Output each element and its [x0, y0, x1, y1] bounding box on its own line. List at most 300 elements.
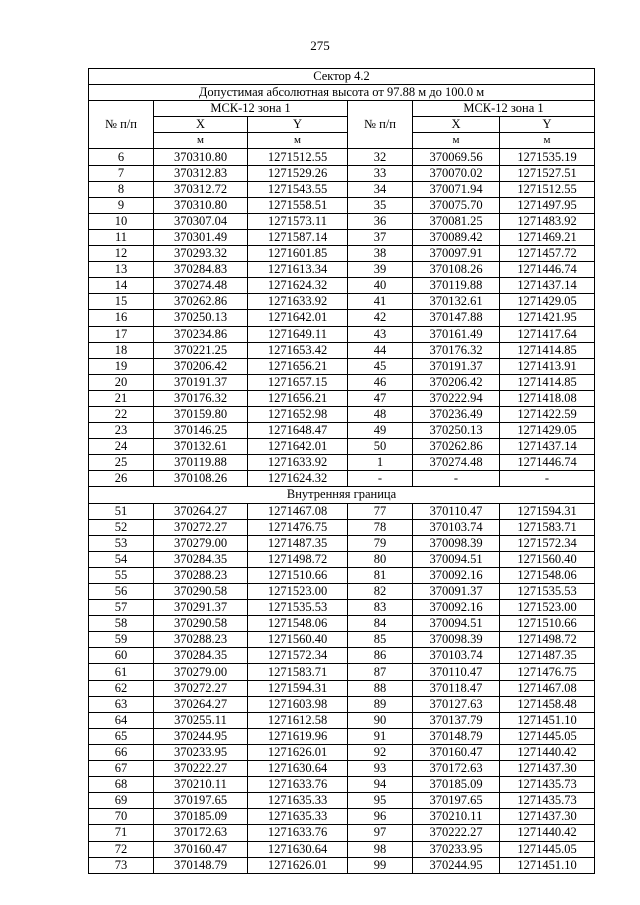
table-row — [89, 342, 595, 358]
y-right: 1271457.72 — [500, 246, 595, 262]
table-row — [89, 262, 595, 278]
point-num-right: 40 — [348, 278, 413, 294]
point-num-left: 70 — [89, 809, 154, 825]
x-left: 370262.86 — [154, 294, 248, 310]
x-right: 370160.47 — [413, 744, 500, 760]
y-left: 1271635.33 — [248, 793, 348, 809]
sector-title: Сектор 4.2 — [89, 69, 595, 85]
y-right: 1271527.51 — [500, 165, 595, 181]
y-right: 1271451.10 — [500, 857, 595, 873]
header-system-left: МСК-12 зона 1 — [154, 101, 348, 117]
x-left: 370284.35 — [154, 648, 248, 664]
point-num-left: 58 — [89, 616, 154, 632]
x-left: 370288.23 — [154, 567, 248, 583]
unit-y-left: м — [248, 133, 348, 149]
point-num-right: 50 — [348, 439, 413, 455]
point-num-right: 43 — [348, 326, 413, 342]
y-left: 1271635.33 — [248, 809, 348, 825]
x-left: 370290.58 — [154, 584, 248, 600]
x-right: 370222.94 — [413, 390, 500, 406]
x-left: 370176.32 — [154, 390, 248, 406]
table-row — [89, 439, 595, 455]
table-row — [89, 423, 595, 439]
table-row — [89, 406, 595, 422]
height-caption: Допустимая абсолютная высота от 97.88 м до 100.0 м — [89, 85, 595, 101]
x-left: 370307.04 — [154, 213, 248, 229]
table-row — [89, 777, 595, 793]
point-num-right: 38 — [348, 246, 413, 262]
point-num-left: 12 — [89, 246, 154, 262]
y-left: 1271657.15 — [248, 374, 348, 390]
x-left: 370274.48 — [154, 278, 248, 294]
y-left: 1271649.11 — [248, 326, 348, 342]
y-right: 1271497.95 — [500, 197, 595, 213]
point-num-left: 25 — [89, 455, 154, 471]
point-num-left: 7 — [89, 165, 154, 181]
x-left: 370244.95 — [154, 728, 248, 744]
y-left: 1271633.92 — [248, 294, 348, 310]
table-row — [89, 181, 595, 197]
x-right: 370071.94 — [413, 181, 500, 197]
x-right: 370274.48 — [413, 455, 500, 471]
table-row — [89, 455, 595, 471]
point-num-left: 18 — [89, 342, 154, 358]
unit-x-left: м — [154, 133, 248, 149]
point-num-right: 36 — [348, 213, 413, 229]
point-num-right: 39 — [348, 262, 413, 278]
point-num-left: 66 — [89, 744, 154, 760]
y-right: 1271414.85 — [500, 374, 595, 390]
x-left: 370264.27 — [154, 503, 248, 519]
point-num-left: 22 — [89, 406, 154, 422]
y-left: 1271573.11 — [248, 213, 348, 229]
x-right: 370098.39 — [413, 632, 500, 648]
header-system-right: МСК-12 зона 1 — [413, 101, 595, 117]
y-left: 1271624.32 — [248, 278, 348, 294]
y-right: 1271446.74 — [500, 262, 595, 278]
coordinates-table — [88, 68, 595, 874]
y-right: 1271512.55 — [500, 181, 595, 197]
y-left: 1271512.55 — [248, 149, 348, 165]
table-row — [89, 712, 595, 728]
point-num-right: 35 — [348, 197, 413, 213]
y-right: 1271487.35 — [500, 648, 595, 664]
y-right: 1271440.42 — [500, 744, 595, 760]
point-num-right: 80 — [348, 551, 413, 567]
point-num-right: 81 — [348, 567, 413, 583]
x-left: 370310.80 — [154, 149, 248, 165]
y-left: 1271535.53 — [248, 600, 348, 616]
point-num-right: 93 — [348, 761, 413, 777]
point-num-right: 87 — [348, 664, 413, 680]
point-num-right: 84 — [348, 616, 413, 632]
x-right: 370103.74 — [413, 519, 500, 535]
x-right: 370081.25 — [413, 213, 500, 229]
inner-boundary-label: Внутренняя граница — [89, 487, 595, 503]
y-left: 1271587.14 — [248, 229, 348, 245]
x-right: 370118.47 — [413, 680, 500, 696]
x-right: 370236.49 — [413, 406, 500, 422]
x-right: 370127.63 — [413, 696, 500, 712]
sector-title-row — [89, 69, 595, 85]
table-row — [89, 165, 595, 181]
y-left: 1271498.72 — [248, 551, 348, 567]
x-right: 370092.16 — [413, 600, 500, 616]
point-num-left: 26 — [89, 471, 154, 487]
table-row — [89, 326, 595, 342]
x-right: 370137.79 — [413, 712, 500, 728]
point-num-right: 94 — [348, 777, 413, 793]
y-left: 1271613.34 — [248, 262, 348, 278]
header-y-left: Y — [248, 117, 348, 133]
x-left: 370146.25 — [154, 423, 248, 439]
x-right: 370132.61 — [413, 294, 500, 310]
x-right: 370094.51 — [413, 551, 500, 567]
x-right: 370185.09 — [413, 777, 500, 793]
point-num-left: 17 — [89, 326, 154, 342]
y-right: 1271451.10 — [500, 712, 595, 728]
table-row — [89, 471, 595, 487]
point-num-right: 1 — [348, 455, 413, 471]
y-left: 1271548.06 — [248, 616, 348, 632]
y-left: 1271529.26 — [248, 165, 348, 181]
point-num-left: 61 — [89, 664, 154, 680]
point-num-left: 24 — [89, 439, 154, 455]
point-num-right: 49 — [348, 423, 413, 439]
x-left: 370250.13 — [154, 310, 248, 326]
y-right: 1271535.53 — [500, 584, 595, 600]
x-left: 370291.37 — [154, 600, 248, 616]
point-num-left: 51 — [89, 503, 154, 519]
unit-x-right: м — [413, 133, 500, 149]
y-right: 1271467.08 — [500, 680, 595, 696]
point-num-left: 64 — [89, 712, 154, 728]
x-right: 370070.02 — [413, 165, 500, 181]
y-left: 1271630.64 — [248, 841, 348, 857]
x-right: 370147.88 — [413, 310, 500, 326]
x-right: 370110.47 — [413, 664, 500, 680]
x-right: 370075.70 — [413, 197, 500, 213]
y-right: 1271446.74 — [500, 455, 595, 471]
x-left: 370312.83 — [154, 165, 248, 181]
point-num-left: 57 — [89, 600, 154, 616]
x-left: 370272.27 — [154, 680, 248, 696]
x-left: 370279.00 — [154, 535, 248, 551]
x-left: 370272.27 — [154, 519, 248, 535]
point-num-right: 45 — [348, 358, 413, 374]
point-num-right: 96 — [348, 809, 413, 825]
x-left: 370255.11 — [154, 712, 248, 728]
header-x-right: X — [413, 117, 500, 133]
table-row — [89, 648, 595, 664]
y-left: 1271633.92 — [248, 455, 348, 471]
table-row — [89, 809, 595, 825]
point-num-left: 67 — [89, 761, 154, 777]
point-num-left: 65 — [89, 728, 154, 744]
y-right: 1271594.31 — [500, 503, 595, 519]
table-row — [89, 841, 595, 857]
x-right: 370110.47 — [413, 503, 500, 519]
point-num-right: 42 — [348, 310, 413, 326]
table-row — [89, 680, 595, 696]
y-right: 1271414.85 — [500, 342, 595, 358]
x-right: 370148.79 — [413, 728, 500, 744]
point-num-right: 86 — [348, 648, 413, 664]
x-left: 370284.83 — [154, 262, 248, 278]
table-row — [89, 358, 595, 374]
y-right: 1271583.71 — [500, 519, 595, 535]
point-num-left: 55 — [89, 567, 154, 583]
table-row — [89, 551, 595, 567]
point-num-right: 33 — [348, 165, 413, 181]
point-num-right: 79 — [348, 535, 413, 551]
point-num-left: 21 — [89, 390, 154, 406]
y-right: 1271437.30 — [500, 761, 595, 777]
point-num-left: 60 — [89, 648, 154, 664]
point-num-left: 20 — [89, 374, 154, 390]
point-num-left: 54 — [89, 551, 154, 567]
y-right: 1271445.05 — [500, 841, 595, 857]
point-num-left: 15 — [89, 294, 154, 310]
y-left: 1271656.21 — [248, 390, 348, 406]
point-num-right: 98 — [348, 841, 413, 857]
point-num-right: 48 — [348, 406, 413, 422]
x-left: 370206.42 — [154, 358, 248, 374]
y-left: 1271603.98 — [248, 696, 348, 712]
y-right: 1271413.91 — [500, 358, 595, 374]
y-left: 1271560.40 — [248, 632, 348, 648]
point-num-right: 83 — [348, 600, 413, 616]
y-left: 1271642.01 — [248, 310, 348, 326]
y-right: 1271435.73 — [500, 777, 595, 793]
y-left: 1271543.55 — [248, 181, 348, 197]
point-num-right: 85 — [348, 632, 413, 648]
y-left: 1271487.35 — [248, 535, 348, 551]
y-left: 1271633.76 — [248, 825, 348, 841]
x-right: 370222.27 — [413, 825, 500, 841]
y-right: 1271458.48 — [500, 696, 595, 712]
y-left: 1271612.58 — [248, 712, 348, 728]
y-right: 1271437.14 — [500, 439, 595, 455]
x-left: 370293.32 — [154, 246, 248, 262]
x-right: 370210.11 — [413, 809, 500, 825]
x-right: 370244.95 — [413, 857, 500, 873]
x-left: 370264.27 — [154, 696, 248, 712]
x-right: 370097.91 — [413, 246, 500, 262]
y-right: 1271483.92 — [500, 213, 595, 229]
point-num-right: 44 — [348, 342, 413, 358]
table-row — [89, 567, 595, 583]
x-right: 370094.51 — [413, 616, 500, 632]
point-num-right: 37 — [348, 229, 413, 245]
y-right: 1271437.14 — [500, 278, 595, 294]
table-row — [89, 519, 595, 535]
table-row — [89, 632, 595, 648]
x-left: 370197.65 — [154, 793, 248, 809]
point-num-right: 91 — [348, 728, 413, 744]
x-left: 370301.49 — [154, 229, 248, 245]
y-right: 1271445.05 — [500, 728, 595, 744]
y-right: 1271422.59 — [500, 406, 595, 422]
table-row — [89, 390, 595, 406]
table-row — [89, 310, 595, 326]
x-left: 370222.27 — [154, 761, 248, 777]
point-num-left: 8 — [89, 181, 154, 197]
x-left: 370288.23 — [154, 632, 248, 648]
point-num-right: 90 — [348, 712, 413, 728]
point-num-right: 82 — [348, 584, 413, 600]
table-row — [89, 728, 595, 744]
point-num-left: 68 — [89, 777, 154, 793]
point-num-right: 78 — [348, 519, 413, 535]
y-right: 1271523.00 — [500, 600, 595, 616]
x-right: 370091.37 — [413, 584, 500, 600]
point-num-right: 92 — [348, 744, 413, 760]
y-right: - — [500, 471, 595, 487]
point-num-left: 6 — [89, 149, 154, 165]
header-row-units — [89, 133, 595, 149]
y-left: 1271630.64 — [248, 761, 348, 777]
y-left: 1271558.51 — [248, 197, 348, 213]
point-num-left: 16 — [89, 310, 154, 326]
x-right: 370233.95 — [413, 841, 500, 857]
y-right: 1271572.34 — [500, 535, 595, 551]
x-right: 370098.39 — [413, 535, 500, 551]
point-num-right: 41 — [348, 294, 413, 310]
x-right: 370092.16 — [413, 567, 500, 583]
x-right: 370191.37 — [413, 358, 500, 374]
y-left: 1271601.85 — [248, 246, 348, 262]
table-row — [89, 197, 595, 213]
x-left: 370210.11 — [154, 777, 248, 793]
x-left: 370279.00 — [154, 664, 248, 680]
x-right: 370172.63 — [413, 761, 500, 777]
y-right: 1271435.73 — [500, 793, 595, 809]
y-left: 1271624.32 — [248, 471, 348, 487]
x-left: 370185.09 — [154, 809, 248, 825]
y-left: 1271594.31 — [248, 680, 348, 696]
y-left: 1271656.21 — [248, 358, 348, 374]
table-row — [89, 149, 595, 165]
x-left: 370310.80 — [154, 197, 248, 213]
point-num-right: 99 — [348, 857, 413, 873]
x-right: 370206.42 — [413, 374, 500, 390]
y-right: 1271418.08 — [500, 390, 595, 406]
inner-boundary-row — [89, 487, 595, 503]
y-left: 1271476.75 — [248, 519, 348, 535]
x-right: 370161.49 — [413, 326, 500, 342]
header-num-right: № п/п — [348, 101, 413, 149]
point-num-left: 63 — [89, 696, 154, 712]
table-row — [89, 857, 595, 873]
point-num-left: 52 — [89, 519, 154, 535]
y-left: 1271510.66 — [248, 567, 348, 583]
table-row — [89, 246, 595, 262]
point-num-left: 9 — [89, 197, 154, 213]
y-right: 1271429.05 — [500, 294, 595, 310]
header-row-system — [89, 101, 595, 117]
point-num-right: 34 — [348, 181, 413, 197]
header-x-left: X — [154, 117, 248, 133]
table-row — [89, 664, 595, 680]
x-right: 370262.86 — [413, 439, 500, 455]
y-left: 1271652.98 — [248, 406, 348, 422]
y-left: 1271523.00 — [248, 584, 348, 600]
y-right: 1271440.42 — [500, 825, 595, 841]
x-right: 370197.65 — [413, 793, 500, 809]
x-left: 370160.47 — [154, 841, 248, 857]
x-left: 370284.35 — [154, 551, 248, 567]
y-left: 1271642.01 — [248, 439, 348, 455]
point-num-right: 46 — [348, 374, 413, 390]
point-num-left: 59 — [89, 632, 154, 648]
x-right: 370119.88 — [413, 278, 500, 294]
y-left: 1271572.34 — [248, 648, 348, 664]
y-right: 1271421.95 — [500, 310, 595, 326]
y-left: 1271626.01 — [248, 744, 348, 760]
y-left: 1271583.71 — [248, 664, 348, 680]
x-right: 370176.32 — [413, 342, 500, 358]
x-left: 370119.88 — [154, 455, 248, 471]
x-left: 370221.25 — [154, 342, 248, 358]
x-left: 370132.61 — [154, 439, 248, 455]
header-row-axes — [89, 117, 595, 133]
point-num-right: - — [348, 471, 413, 487]
header-y-right: Y — [500, 117, 595, 133]
point-num-right: 97 — [348, 825, 413, 841]
point-num-left: 62 — [89, 680, 154, 696]
table-row — [89, 600, 595, 616]
x-right: - — [413, 471, 500, 487]
table-row — [89, 278, 595, 294]
y-left: 1271626.01 — [248, 857, 348, 873]
point-num-left: 71 — [89, 825, 154, 841]
x-left: 370159.80 — [154, 406, 248, 422]
x-right: 370089.42 — [413, 229, 500, 245]
x-right: 370250.13 — [413, 423, 500, 439]
point-num-left: 13 — [89, 262, 154, 278]
point-num-right: 32 — [348, 149, 413, 165]
x-left: 370172.63 — [154, 825, 248, 841]
table-row — [89, 825, 595, 841]
x-left: 370290.58 — [154, 616, 248, 632]
table-row — [89, 374, 595, 390]
point-num-right: 77 — [348, 503, 413, 519]
x-left: 370234.86 — [154, 326, 248, 342]
point-num-left: 53 — [89, 535, 154, 551]
table-row — [89, 616, 595, 632]
x-right: 370108.26 — [413, 262, 500, 278]
table-row — [89, 584, 595, 600]
table-row — [89, 213, 595, 229]
header-num-left: № п/п — [89, 101, 154, 149]
point-num-left: 73 — [89, 857, 154, 873]
page-number: 275 — [310, 38, 330, 53]
x-left: 370148.79 — [154, 857, 248, 873]
table-row — [89, 503, 595, 519]
point-num-left: 23 — [89, 423, 154, 439]
y-right: 1271417.64 — [500, 326, 595, 342]
x-left: 370191.37 — [154, 374, 248, 390]
y-left: 1271619.96 — [248, 728, 348, 744]
point-num-left: 10 — [89, 213, 154, 229]
table-row — [89, 761, 595, 777]
point-num-right: 89 — [348, 696, 413, 712]
y-left: 1271467.08 — [248, 503, 348, 519]
table-row — [89, 793, 595, 809]
point-num-left: 69 — [89, 793, 154, 809]
y-right: 1271560.40 — [500, 551, 595, 567]
